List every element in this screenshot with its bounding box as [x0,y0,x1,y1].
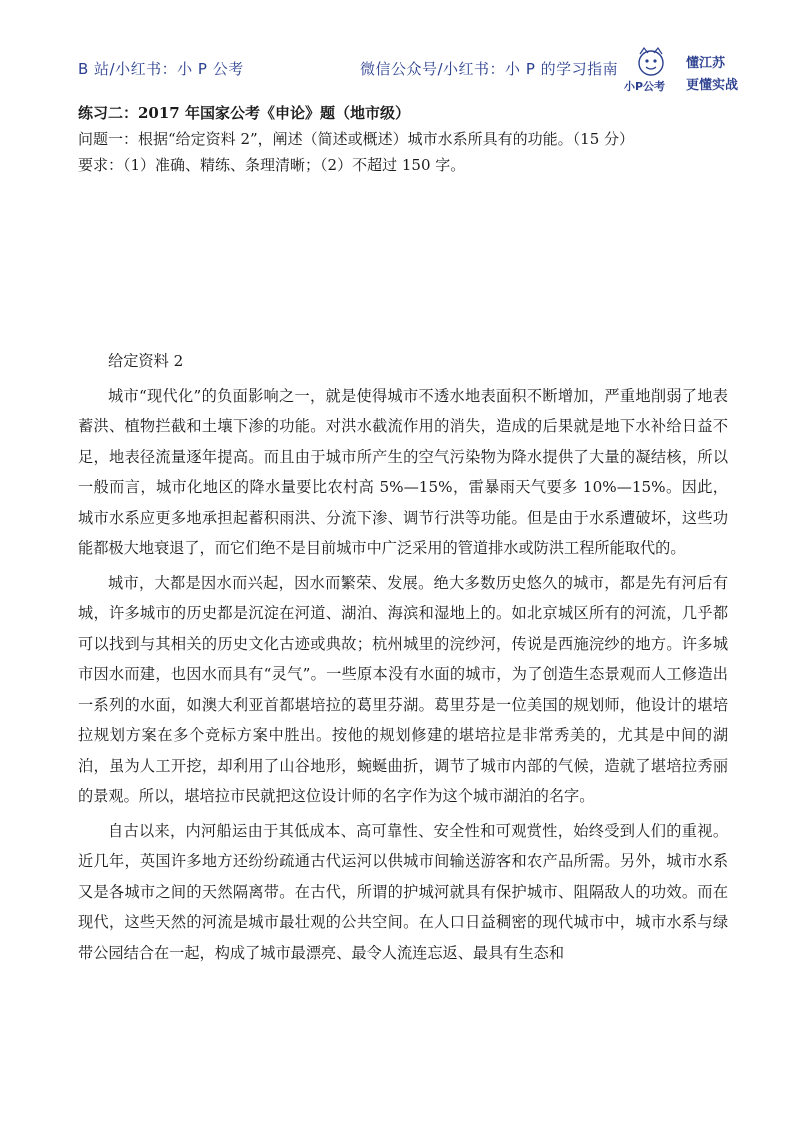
exercise-title: 练习二：2017 年国家公考《申论》题（地市级） [78,104,410,122]
question-text: 问题一：根据“给定资料 2”，阐述（简述或概述）城市水系所具有的功能。（15 分） [78,130,635,148]
header-left-text: B 站/小红书：小 P 公考 [78,60,244,78]
material-title: 给定资料 2 [108,352,184,370]
task-block [78,100,728,178]
material-paragraph: 自古以来，内河船运由于其低成本、高可靠性、安全性和可观赏性，始终受到人们的重视。近几年，英国许多地方还纷纷疏通古代运河以供城市间输送游客和农产品所需。另外，城市水系又是各城市之间的天然隔离带。在古代，所谓的护城河就具有保护城市、阻隔敌人的功效。而在现代，这些天然的河流是城市最壮观的公共空间。在人口日益稠密的现代城市中，城市水系与绿带公园结合在一起，构成了城市最漂亮、最令人流连忘返、最具有生态和 [78,821,728,962]
material-block [78,346,728,972]
material-paragraph: 城市“现代化”的负面影响之一，就是使得城市不透水地表面积不断增加，严重地削弱了地表蓄洪、植物拦截和土壤下渗的功能。对洪水截流作用的消失，造成的后果就是地下水补给日益不足，地表径流量逐年提高。而且由于城市所产生的空气污染物为降水提供了大量的凝结核，所以一般而言，城市化地区的降水量要比农村高 5%—15%，雷暴雨天气要多 10%—15%。因此，城市水系应更多地承担起蓄积雨洪、分流下渗、调节行洪等功能。但是由于水系遭破坏，这些功能都极大地衰退了，而它们绝不是目前城市中广泛采用的管道排水或防洪工程所能取代的。 [78,386,728,557]
page-header [0,0,800,96]
logo-subtitle: 小P公考 [624,80,666,93]
header-right-text: 微信公众号/小红书：小 P 的学习指南 [360,60,619,78]
logo-tagline-2: 更懂实战 [686,78,739,93]
brand-logo [624,46,739,96]
logo-tagline-1: 懂江苏 [686,56,726,71]
material-paragraph: 城市，大都是因水而兴起，因水而繁荣、发展。绝大多数历史悠久的城市，都是先有河后有城，许多城市的历史都是沉淀在河道、湖泊、海滨和湿地上的。如北京城区所有的河流，几乎都可以找到与其相关的历史文化古迹或典故；杭州城里的浣纱河，传说是西施浣纱的地方。许多城市因水而建，也因水而具有“灵气”。一些原本没有水面的城市，为了创造生态景观而人工修造出一系列的水面，如澳大利亚首都堪培拉的葛里芬湖。葛里芬是一位美国的规划师，他设计的堪培拉规划方案在多个竞标方案中胜出。按他的规划修建的堪培拉是非常秀美的，尤其是中间的湖泊，虽为人工开挖，却利用了山谷地形，蜿蜒曲折，调节了城市内部的气候，造就了堪培拉秀丽的景观。所以，堪培拉市民就把这位设计师的名字作为这个城市湖泊的名字。 [78,573,728,805]
requirement-text: 要求：（1）准确、精练、条理清晰；（2）不超过 150 字。 [78,156,466,174]
